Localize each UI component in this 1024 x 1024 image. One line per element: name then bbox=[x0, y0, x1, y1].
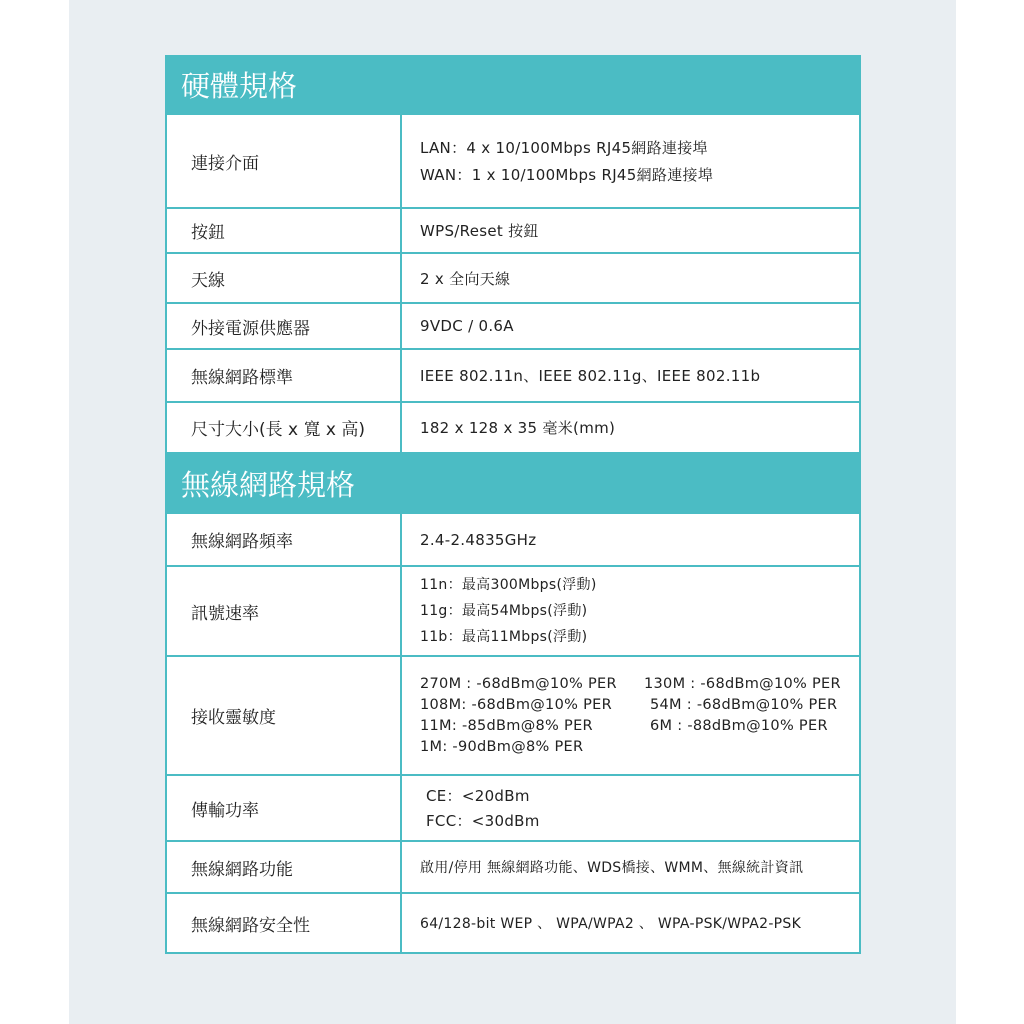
sensitivity-item: 270M : -68dBm@10% PER bbox=[420, 676, 617, 692]
row-label: 訊號速率 bbox=[167, 567, 402, 655]
section-title-hardware: 硬體規格 bbox=[165, 55, 861, 115]
table-row bbox=[167, 115, 859, 207]
table-row bbox=[167, 514, 859, 565]
value-line: 11b：最高11Mbps(浮動) bbox=[420, 629, 588, 645]
row-value bbox=[402, 514, 859, 565]
hardware-table bbox=[165, 115, 861, 454]
value-line: WAN：1 x 10/100Mbps RJ45網路連接埠 bbox=[420, 166, 714, 184]
row-value bbox=[402, 209, 859, 252]
value-line: 11g：最高54Mbps(浮動) bbox=[420, 603, 588, 619]
row-value bbox=[402, 894, 859, 952]
spec-sheet bbox=[165, 55, 861, 954]
value-line: CE：<20dBm bbox=[426, 787, 530, 805]
row-value bbox=[402, 304, 859, 348]
table-row bbox=[167, 302, 859, 348]
sensitivity-item: 6M : -88dBm@10% PER bbox=[650, 718, 828, 734]
sensitivity-item: 54M : -68dBm@10% PER bbox=[650, 697, 838, 713]
row-value bbox=[402, 567, 859, 655]
value-line: 啟用/停用 無線網路功能、WDS橋接、WMM、無線統計資訊 bbox=[420, 860, 804, 876]
row-label: 傳輸功率 bbox=[167, 776, 402, 840]
table-row bbox=[167, 348, 859, 401]
row-label: 接收靈敏度 bbox=[167, 657, 402, 774]
value-line: 2 x 全向天線 bbox=[420, 269, 511, 288]
value-line: 11n：最高300Mbps(浮動) bbox=[420, 577, 597, 593]
row-label: 連接介面 bbox=[167, 115, 402, 207]
sensitivity-grid bbox=[420, 676, 859, 755]
sensitivity-item: 11M: -85dBm@8% PER bbox=[420, 718, 593, 734]
row-label: 無線網路功能 bbox=[167, 842, 402, 892]
row-value bbox=[402, 657, 859, 774]
value-line: WPS/Reset 按鈕 bbox=[420, 222, 539, 240]
row-label: 無線網路安全性 bbox=[167, 894, 402, 952]
sensitivity-item: 130M : -68dBm@10% PER bbox=[644, 676, 841, 692]
row-label: 尺寸大小(長 x 寬 x 高) bbox=[167, 403, 402, 452]
table-row bbox=[167, 892, 859, 952]
table-row bbox=[167, 252, 859, 302]
value-line: 64/128-bit WEP 、 WPA/WPA2 、 WPA-PSK/WPA2-PSK bbox=[420, 916, 802, 932]
table-row bbox=[167, 840, 859, 892]
table-row bbox=[167, 207, 859, 252]
sensitivity-item: 1M: -90dBm@8% PER bbox=[420, 739, 584, 755]
row-label: 按鈕 bbox=[167, 209, 402, 252]
row-value bbox=[402, 115, 859, 207]
value-line: 9VDC / 0.6A bbox=[420, 317, 514, 335]
row-label: 天線 bbox=[167, 254, 402, 302]
sensitivity-item: 108M: -68dBm@10% PER bbox=[420, 697, 612, 713]
table-row bbox=[167, 655, 859, 774]
row-label: 無線網路頻率 bbox=[167, 514, 402, 565]
row-label: 外接電源供應器 bbox=[167, 304, 402, 348]
value-line: LAN：4 x 10/100Mbps RJ45網路連接埠 bbox=[420, 139, 708, 157]
row-value bbox=[402, 403, 859, 452]
value-line: IEEE 802.11n、IEEE 802.11g、IEEE 802.11b bbox=[420, 367, 761, 385]
section-title-wireless: 無線網路規格 bbox=[165, 454, 861, 514]
table-row bbox=[167, 565, 859, 655]
row-value bbox=[402, 254, 859, 302]
row-value bbox=[402, 776, 859, 840]
value-line: 182 x 128 x 35 毫米(mm) bbox=[420, 419, 616, 437]
table-row bbox=[167, 401, 859, 452]
row-value bbox=[402, 350, 859, 401]
wireless-table bbox=[165, 514, 861, 954]
value-line: 2.4-2.4835GHz bbox=[420, 530, 537, 549]
row-label: 無線網路標準 bbox=[167, 350, 402, 401]
row-value bbox=[402, 842, 859, 892]
value-line: FCC：<30dBm bbox=[426, 812, 540, 830]
table-row bbox=[167, 774, 859, 840]
